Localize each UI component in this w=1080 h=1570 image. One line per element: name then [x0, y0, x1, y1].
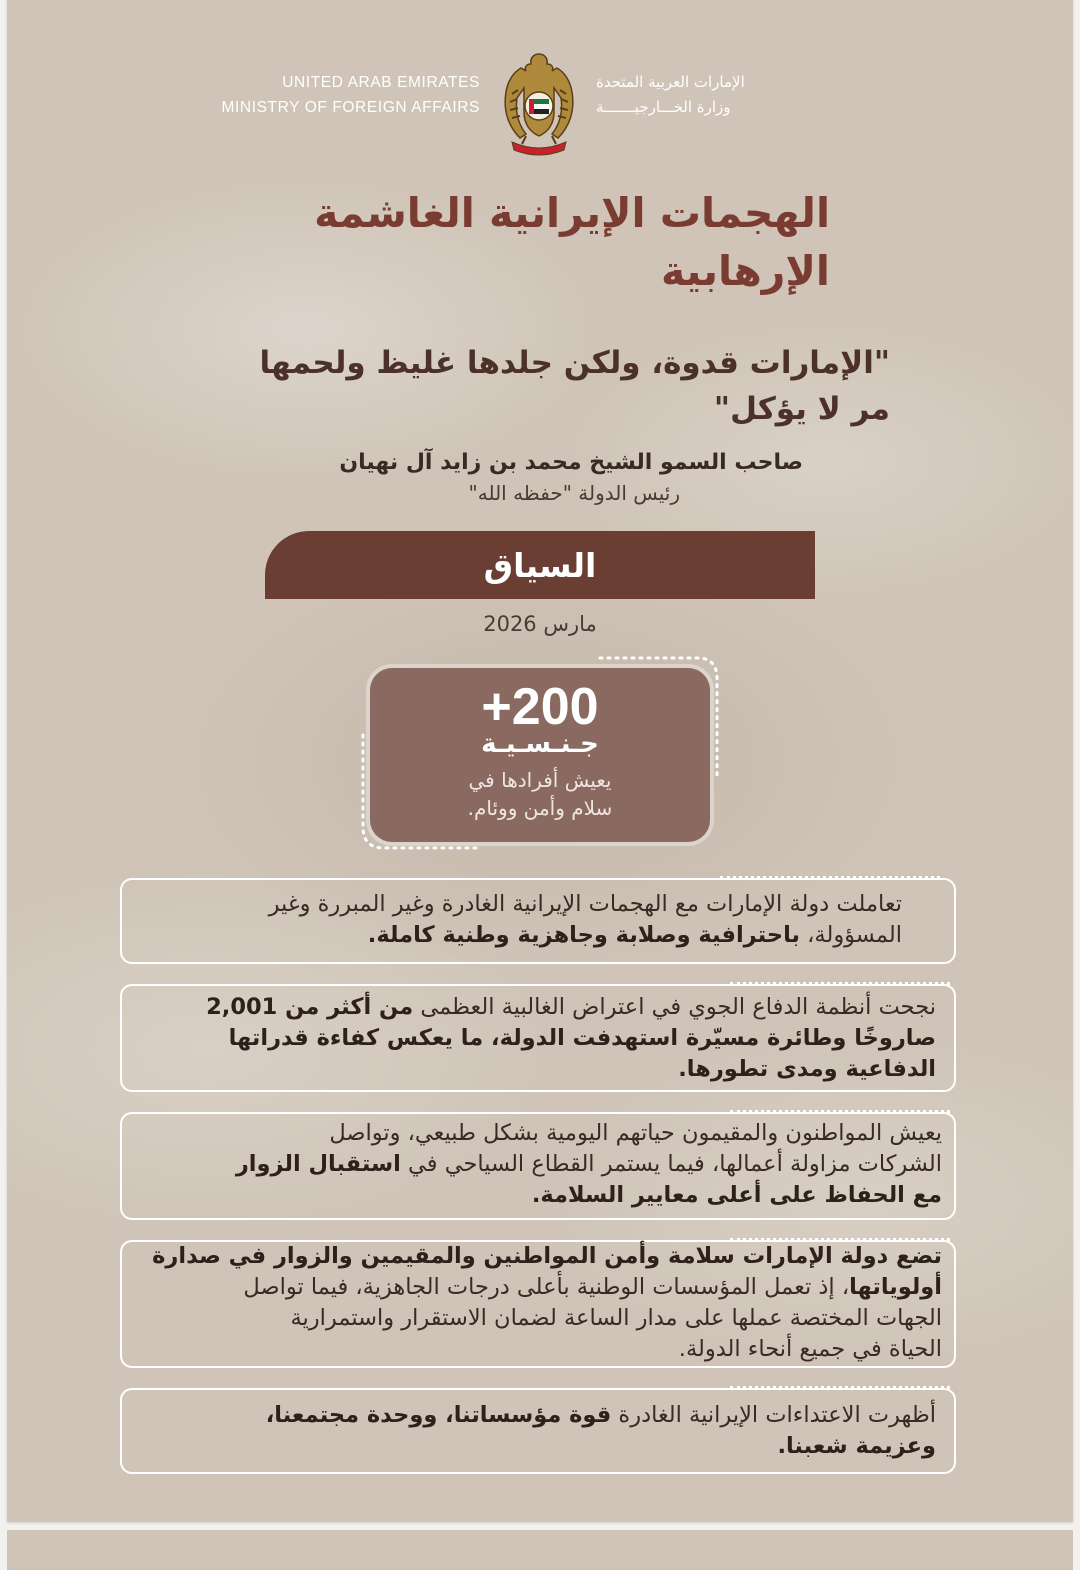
text-run: الشركات مزاولة أعمالها، فيما يستمر القطاع السياحي في: [400, 1151, 942, 1177]
card-1-text: [172, 889, 902, 951]
bold-text: صاروخًا وطائرة مسيّرة استهدفت الدولة، ما يعكس كفاءة قدراتها: [228, 1025, 936, 1051]
bold-text: مع الحفاظ على أعلى معايير السلامة.: [531, 1182, 942, 1208]
ministry-name-ar: وزارة الخـــارجيـــــــة: [596, 98, 731, 116]
text-run: الحياة في جميع أنحاء الدولة.: [678, 1336, 942, 1362]
stat-desc-line-2: سلام وأمن ووئام.: [467, 796, 613, 820]
quote-line-2: مر لا يؤكل": [713, 391, 890, 427]
card-2-line-1: [148, 992, 936, 1023]
nationalities-count: +200: [481, 678, 599, 736]
next-page-edge: [7, 1530, 1073, 1570]
stat-desc-line-1: يعيش أفرادها في: [468, 768, 612, 792]
card-3-line-1: [142, 1118, 942, 1149]
nationalities-description: [370, 766, 710, 822]
title-line-1: الهجمات الإيرانية الغاشمة: [314, 189, 830, 237]
card-5-text: [146, 1400, 936, 1462]
card-1-line-1: [172, 889, 902, 920]
context-section-banner: [265, 531, 815, 599]
card-3-text: [142, 1118, 942, 1211]
card-2-line-3: [148, 1054, 936, 1085]
nationalities-unit: جـنـسـيـة: [481, 729, 599, 759]
bold-text: استقبال الزوار: [235, 1151, 401, 1177]
bold-text: الدفاعية ومدى تطورها.: [678, 1056, 936, 1082]
ministry-name-arabic: [596, 70, 896, 120]
page-title: [150, 184, 830, 300]
uae-falcon-emblem-icon: [498, 50, 580, 156]
ministry-name-english: [150, 70, 480, 120]
quote-speaker-name: صاحب السمو الشيخ محمد بن زايد آل نهيان: [339, 450, 803, 475]
card-4-text: [142, 1241, 942, 1365]
quote-speaker-role: رئيس الدولة "حفظه الله": [468, 481, 680, 505]
card-5-line-2: [146, 1431, 936, 1462]
card-1-line-2: [172, 920, 902, 951]
text-run: ، إذ تعمل المؤسسات الوطنية بأعلى درجات الجاهزية، فيما تواصل: [243, 1274, 850, 1300]
context-date: مارس 2026: [483, 612, 597, 636]
card-1-dots: [720, 876, 940, 889]
card-4-line-4: [142, 1334, 942, 1365]
context-label: السياق: [483, 545, 597, 585]
card-5-line-1: [146, 1400, 936, 1431]
text-run: الجهات المختصة عملها على مدار الساعة لضمان الاستقرار واستمرارية: [290, 1305, 942, 1331]
bold-text: قوة مؤسساتنا، ووحدة مجتمعنا،: [265, 1402, 612, 1428]
card-5-dots: [730, 1386, 950, 1399]
card-4-line-3: [142, 1303, 942, 1334]
text-run: نجحت أنظمة الدفاع الجوي في اعتراض الغالبية العظمى: [413, 994, 936, 1020]
ministry-name-en: MINISTRY OF FOREIGN AFFAIRS: [221, 99, 480, 116]
card-4-line-1: [142, 1241, 942, 1272]
country-name-en: UNITED ARAB EMIRATES: [282, 74, 480, 91]
text-run: أظهرت الاعتداءات الإيرانية الغادرة: [611, 1402, 936, 1428]
quote-line-1: "الإمارات قدوة، ولكن جلدها غليظ ولحمها: [259, 345, 890, 381]
country-name-ar: الإمارات العربية المتحدة: [596, 73, 745, 91]
bold-text: أولوياتها: [849, 1274, 942, 1300]
card-2-line-2: [148, 1023, 936, 1054]
bold-text: من أكثر من 2,001: [206, 994, 414, 1020]
card-3-line-3: [142, 1180, 942, 1211]
text-run: المسؤولة،: [799, 922, 902, 948]
text-run: تعاملت دولة الإمارات مع الهجمات الإيرانية الغادرة وغير المبررة وغير: [268, 891, 902, 917]
card-4-line-2: [142, 1272, 942, 1303]
card-3-line-2: [142, 1149, 942, 1180]
leader-quote: [170, 340, 890, 432]
title-line-2: الإرهابية: [660, 247, 830, 295]
bold-text: باحترافية وصلابة وجاهزية وطنية كاملة.: [367, 922, 800, 948]
text-run: يعيش المواطنون والمقيمون حياتهم اليومية بشكل طبيعي، وتواصل: [329, 1120, 942, 1146]
bold-text: تضع دولة الإمارات سلامة وأمن المواطنين والمقيمين والزوار في صدارة: [152, 1243, 942, 1269]
card-2-text: [148, 992, 936, 1085]
bold-text: وعزيمة شعبنا.: [777, 1433, 936, 1459]
